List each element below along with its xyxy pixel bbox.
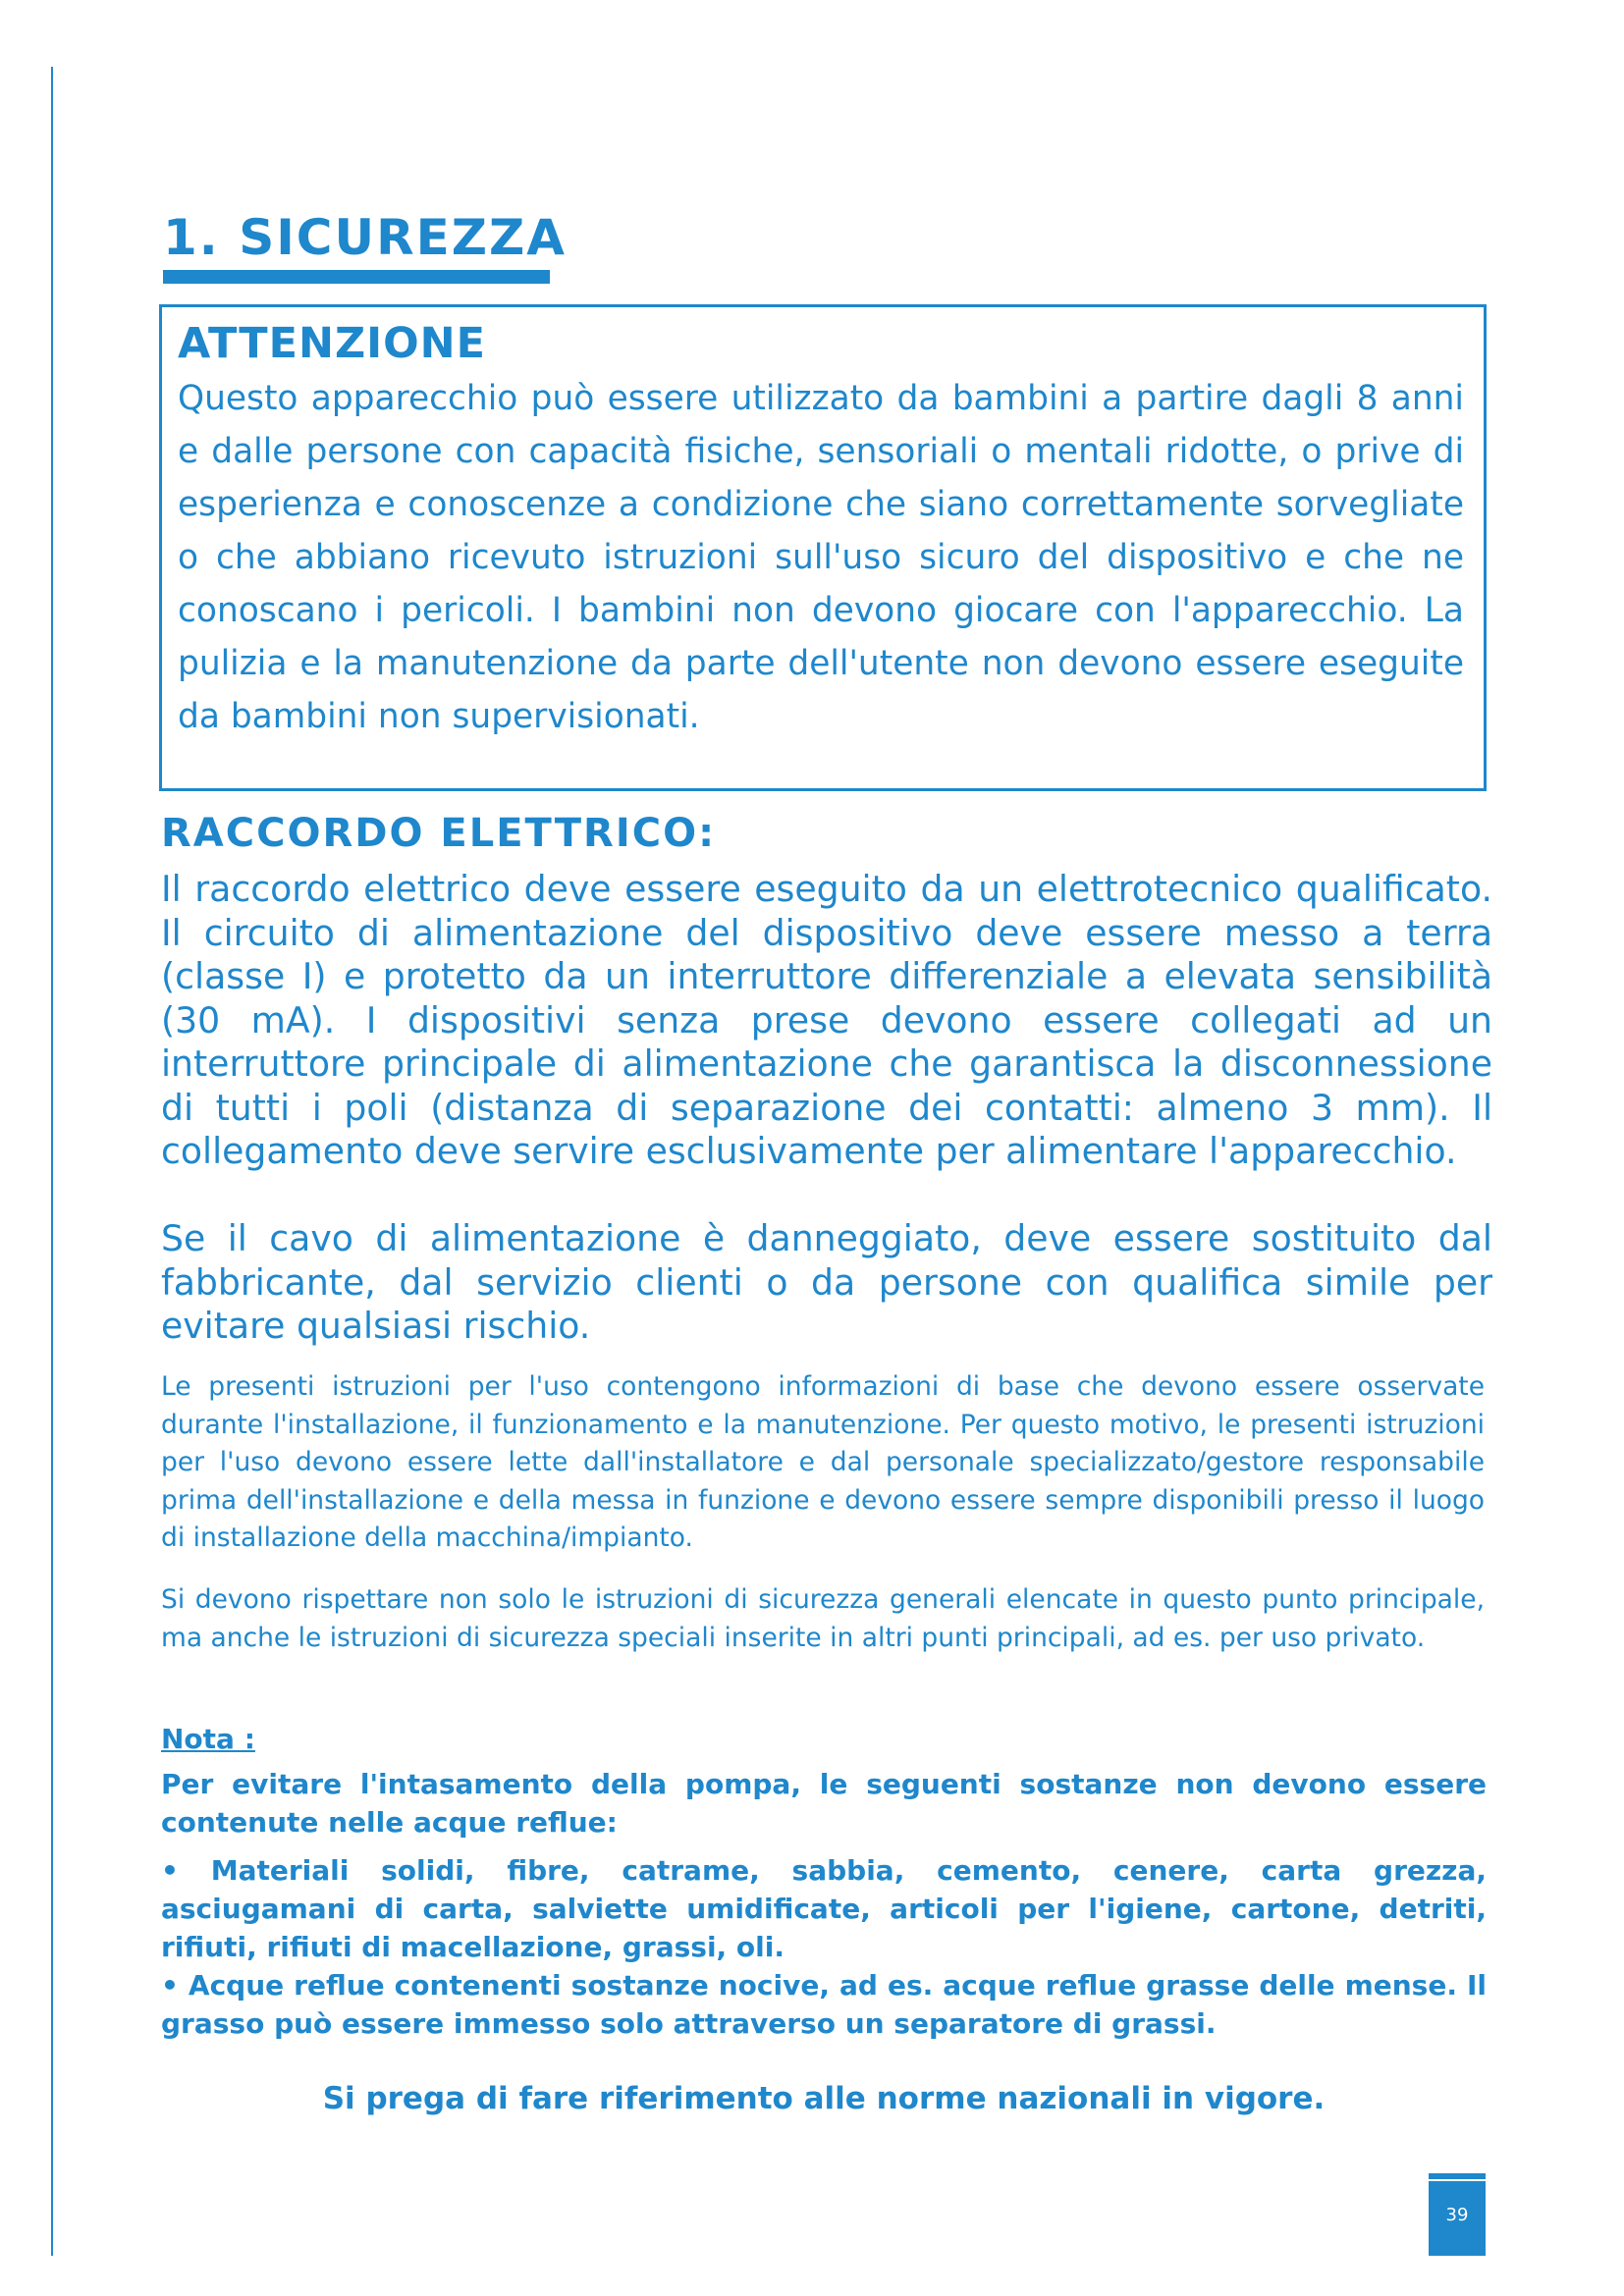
nota-block — [161, 1765, 1487, 2043]
instructions-paragraph: Le presenti istruzioni per l'uso contengono informazioni di base che devono essere osservate durante l'installazione, il funzionamento e la manutenzione. Per questo motivo, le presenti istruzioni per l'uso devono essere lette dall'installatore e dal personale specializzato/gestore responsabile prima dell'installazione e della messa in funzione e devono essere sempre disponibili presso il luogo di installazione della macchina/impianto. — [161, 1371, 1485, 1553]
warning-text: Questo apparecchio può essere utilizzato da bambini a partire dagli 8 anni e dalle persone con capacità fisiche, sensoriali o mentali ridotte, o prive di esperienza e conoscenze a condizione che siano correttamente sorvegliate o che abbiano ricevuto istruzioni sull'uso sicuro del dispositivo e che ne conoscano i pericoli. I bambini non devono giocare con l'apparecchio. La pulizia e la manutenzione da parte dell'utente non devono essere eseguite da bambini non supervisionati. — [178, 379, 1464, 736]
electrical-heading: RACCORDO ELETTRICO: — [161, 811, 717, 856]
title-underline — [163, 270, 550, 284]
warning-box — [159, 304, 1487, 791]
cable-replacement-paragraph: Se il cavo di alimentazione è danneggiato, deve essere sostituito dal fabbricante, dal servizio clienti o da persone con qualifica simile per evitare qualsiasi rischio. — [161, 1217, 1492, 1347]
section-title: 1. SICUREZZA — [163, 209, 567, 266]
warning-heading: ATTENZIONE — [178, 319, 487, 368]
page-number: 39 — [1429, 2173, 1486, 2256]
nota-bullet-wastewater: • Acque reflue contenenti sostanze nocive, ad es. acque reflue grasse delle mense. Il grasso può essere immesso solo attraverso un separatore di grassi. — [161, 1969, 1487, 2040]
nota-intro: Per evitare l'intasamento della pompa, le seguenti sostanze non devono essere contenute nelle acque reflue: — [161, 1768, 1487, 1839]
safety-scope-paragraph: Si devono rispettare non solo le istruzioni di sicurezza generali elencate in questo punto principale, ma anche le istruzioni di sicurezza speciali inserite in altri punti principali, ad es. per uso privato. — [161, 1584, 1485, 1653]
nota-label: Nota : — [161, 1723, 255, 1755]
electrical-paragraph: Il raccordo elettrico deve essere eseguito da un elettrotecnico qualificato. Il circuito di alimentazione del dispositivo deve essere messo a terra (classe I) e protetto da un interruttore differenziale a elevata sensibilità (30 mA). I dispositivi senza prese devono essere collegati ad un interruttore principale di alimentazione che garantisca la disconnessione di tutti i poli (distanza di separazione dei contatti: almeno 3 mm). Il collegamento deve servire esclusivamente per alimentare l'apparecchio. — [161, 868, 1492, 1172]
nota-bullet-solids: • Materiali solidi, fibre, catrame, sabbia, cemento, cenere, carta grezza, asciugamani di carta, salviette umidificate, articoli per l'igiene, cartone, detriti, rifiuti, rifiuti di macellazione, grassi, oli. — [161, 1854, 1487, 1963]
national-standards-note: Si prega di fare riferimento alle norme nazionali in vigore. — [322, 2081, 1326, 2116]
margin-rule — [51, 67, 53, 2256]
